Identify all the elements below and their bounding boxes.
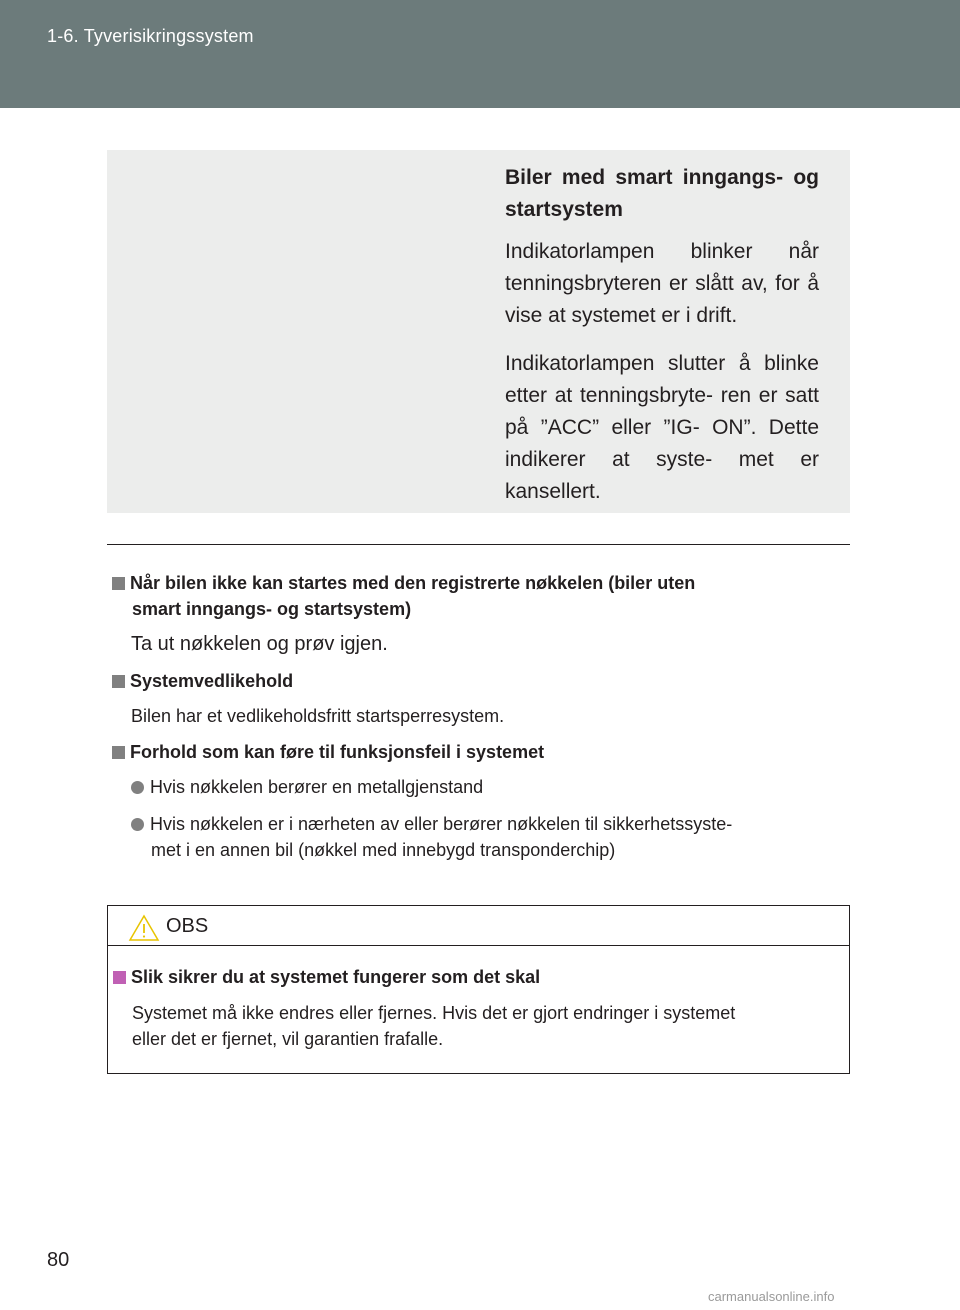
list-item — [131, 774, 831, 800]
round-bullet-icon — [131, 781, 144, 794]
heading-line: Når bilen ikke kan startes med den registrerte nøkkelen (biler uten — [130, 573, 696, 593]
square-bullet-icon — [112, 746, 125, 759]
section-heading-start-failure-cont — [112, 596, 411, 622]
warning-triangle-icon — [128, 914, 160, 942]
section-divider — [107, 544, 850, 545]
caution-body-line-2: eller det er fjernet, vil garantien frafalle. — [132, 1029, 444, 1049]
heading-line: smart inngangs- og startsystem) — [132, 599, 412, 619]
caution-box — [107, 905, 850, 1074]
list-item-text-cont: met i en annen bil (nøkkel med innebygd transponderchip) — [151, 840, 616, 860]
square-bullet-icon — [112, 577, 125, 590]
caution-body-line-1: Systemet må ikke endres eller fjernes. Hvis det er gjort endringer i systemet — [132, 1003, 736, 1023]
section-body-maintenance: Bilen har et vedlikeholdsfritt startsperresystem. — [131, 706, 505, 726]
watermark: carmanualsonline.info — [708, 1289, 835, 1304]
round-bullet-icon — [131, 818, 144, 831]
caution-heading-text: Slik sikrer du at systemet fungerer som det skal — [131, 967, 541, 987]
caution-header — [108, 906, 849, 946]
list-item — [131, 811, 831, 863]
info-box-paragraph-1: Indikatorlampen blinker når tenningsbryteren er slått av, for å vise at systemet er i drift. — [505, 240, 819, 327]
section-heading-malfunction — [112, 739, 544, 765]
section-body-start-failure: Ta ut nøkkelen og prøv igjen. — [131, 633, 388, 655]
section-title: 1-6. Tyverisikringssystem — [47, 26, 254, 46]
info-box-paragraph-2: Indikatorlampen slutter å blinke etter at tenningsbryte- ren er satt på ”ACC” eller ”IG- ON”. Dette indikerer at syste- met er kansellert. — [505, 352, 819, 503]
info-box-text — [505, 162, 819, 524]
info-box-heading: Biler med smart inngangs- og startsystem — [505, 166, 819, 221]
caution-heading — [113, 964, 540, 990]
heading-text: Systemvedlikehold — [130, 671, 294, 691]
caution-label: OBS — [166, 915, 209, 937]
section-heading-start-failure — [112, 570, 842, 596]
page-number: 80 — [47, 1249, 70, 1271]
page-header — [0, 0, 960, 108]
square-bullet-icon — [112, 675, 125, 688]
section-heading-maintenance — [112, 668, 293, 694]
heading-text: Forhold som kan føre til funksjonsfeil i systemet — [130, 742, 545, 762]
list-item-text: Hvis nøkkelen er i nærheten av eller berører nøkkelen til sikkerhetssyste- — [150, 814, 733, 834]
list-item-text: Hvis nøkkelen berører en metallgjenstand — [150, 777, 484, 797]
square-bullet-icon — [113, 971, 126, 984]
